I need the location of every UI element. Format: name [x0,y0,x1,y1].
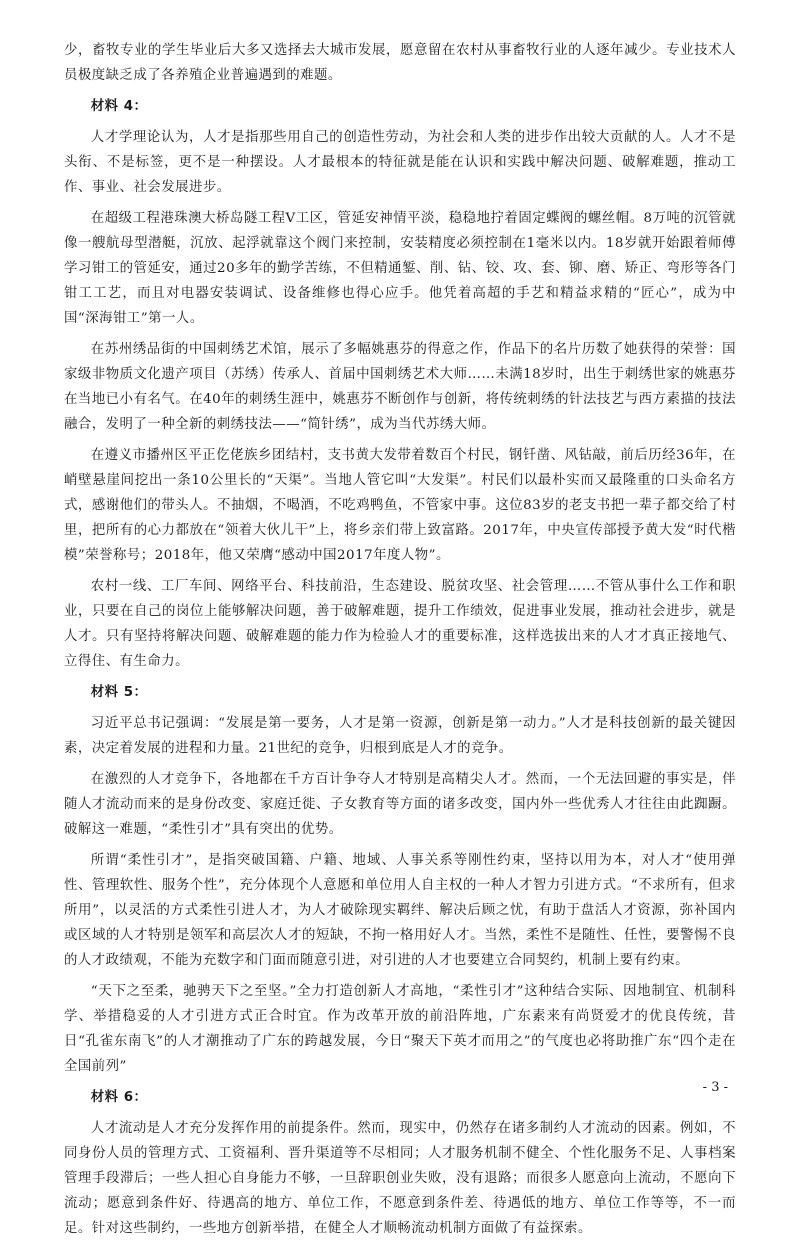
paragraph: 农村一线、工厂车间、网络平台、科技前沿，生态建设、脱贫攻坚、社会管理……不管从事什么工作和职业，只要在自己的岗位上能够解决问题，善于破解难题，提升工作绩效，促进事业发展，推动社会进步，就是人才。只有坚持将解决问题、破解难题的能力作为检验人才的重要标准，这样选拔出来的人才才真正接地气、立得住、有生命力。 [64,579,736,669]
section-heading-material-6: 材料 6： [90,1090,148,1105]
paragraph: “天下之至柔，驰骋天下之至坚。”全力打造创新人才高地，“柔性引才”这种结合实际、因地制宜、机制科学、举措稳妥的人才引进方式正合时宜。作为改革开放的前沿阵地，广东素来有尚贤爱才的优良传统，昔日“孔雀东南飞”的人才潮推动了广东的跨越发展，今日“聚天下英才而用之”的气度也必将助推广东“四个走在全国前列” [64,984,736,1074]
section-heading-material-5: 材料 5： [90,685,148,700]
section-heading-material-4: 材料 4： [90,99,148,114]
paragraph: 人才学理论认为，人才是指那些用自己的创造性劳动，为社会和人类的进步作出较大贡献的人。人才不是头衔、不是标签，更不是一种摆设。人才最根本的特征就是能在认识和实践中解决问题、破解难题，推动工作、事业、社会发展进步。 [64,130,736,195]
paragraph: 在超级工程港珠澳大桥岛隧工程Ⅴ工区，管延安神情平淡，稳稳地拧着固定蝶阀的螺丝帽。8万吨的沉管就像一艘航母型潜艇，沉放、起浮就靠这个阀门来控制，安装精度必须控制在1毫米以内。18岁就开始跟着师傅学习钳工的管延安，通过20多年的勤学苦练，不但精通錾、削、钻、铰、攻、套、铆、磨、矫正、弯形等各门钳工工艺，而且对电器安装调试、设备维修也得心应手。他凭着高超的手艺和精益求精的“匠心”，成为中国“深海钳工”第一人。 [64,211,736,326]
continuation-paragraph: 少，畜牧专业的学生毕业后大多又选择去大城市发展，愿意留在农村从事畜牧行业的人逐年减少。专业技术人员极度缺乏成了各养殖企业普遍遇到的难题。 [64,43,736,83]
paragraph: 人才流动是人才充分发挥作用的前提条件。然而，现实中，仍然存在诸多制约人才流动的因素。例如，不同身份人员的管理方式、工资福利、晋升渠道等不尽相同；人才服务机制不健全、个性化服务不足、人事档案管理手段滞后；一些人担心自身能力不够，一旦辞职创业失败，没有退路；而很多人愿意向上流动，不愿向下流动；愿意到条件好、待遇高的地方、单位工作，不愿意到条件差、待遇低的地方、单位工作等等，不一而足。针对这些制约，一些地方创新举措，在健全人才顺畅流动机制方面做了有益探索。 [64,1121,736,1236]
paragraph: 所谓“柔性引才”，是指突破国籍、户籍、地域、人事关系等刚性约束，坚持以用为本，对人才“使用弹性、管理软性、服务个性”，充分体现个人意愿和单位用人自主权的一种人才智力引进方式。“不求所有，但求所用”，以灵活的方式柔性引进人才，为人才破除现实羁绊、解决后顾之忧，有助于盘活人才资源，弥补国内或区域的人才特别是领军和高层次人才的短缺，不拘一格用好人才。当然，柔性不是随性、任性，要警惕不良的人才政绩观，不能为充数字和门面而随意引进，对引进的人才也要建立合同契约，机制上要有约束。 [64,853,736,968]
document-body [64,38,736,1247]
paragraph: 在激烈的人才竞争下，各地都在千方百计争夺人才特别是高精尖人才。然而，一个无法回避的事实是，伴随人才流动而来的是身份改变、家庭迁徙、子女教育等方面的诸多改变，国内外一些优秀人才往往由此踟蹰。破解这一难题，“柔性引才”具有突出的优势。 [64,772,736,837]
paragraph: 习近平总书记强调：“发展是第一要务，人才是第一资源，创新是第一动力。”人才是科技创新的最关键因素，决定着发展的进程和力量。21世纪的竞争，归根到底是人才的竞争。 [64,716,736,756]
paragraph: 在遵义市播州区平正仡佬族乡团结村，支书黄大发带着数百个村民，钢钎凿、风钻敲，前后历经36年，在峭壁悬崖间挖出一条10公里长的“天渠”。当地人管它叫“大发渠”。村民们以最朴实而又最隆重的口头命名方式，感谢他们的带头人。不抽烟，不喝酒，不吃鸡鸭鱼，不管家中事。这位83岁的老支书把一辈子都交给了村里，把所有的心力都放在“领着大伙儿干”上，将乡亲们带上致富路。2017年，中央宣传部授予黄大发“时代楷模”荣誉称号；2018年，他又荣膺“感动中国2017年度人物”。 [64,448,736,563]
paragraph: 在苏州绣品街的中国刺绣艺术馆，展示了多幅姚惠芬的得意之作，作品下的名片历数了她获得的荣誉：国家级非物质文化遗产项目（苏绣）传承人、首届中国刺绣艺术大师……未满18岁时，出生于刺绣世家的姚惠芬在当地已小有名气。在40年的刺绣生涯中，姚惠芬不断创作与创新，将传统刺绣的针法技艺与西方素描的技法融合，发明了一种全新的刺绣技法——“简针绣”，成为当代苏绣大师。 [64,342,736,432]
page-number: - 3 - [702,1080,728,1095]
